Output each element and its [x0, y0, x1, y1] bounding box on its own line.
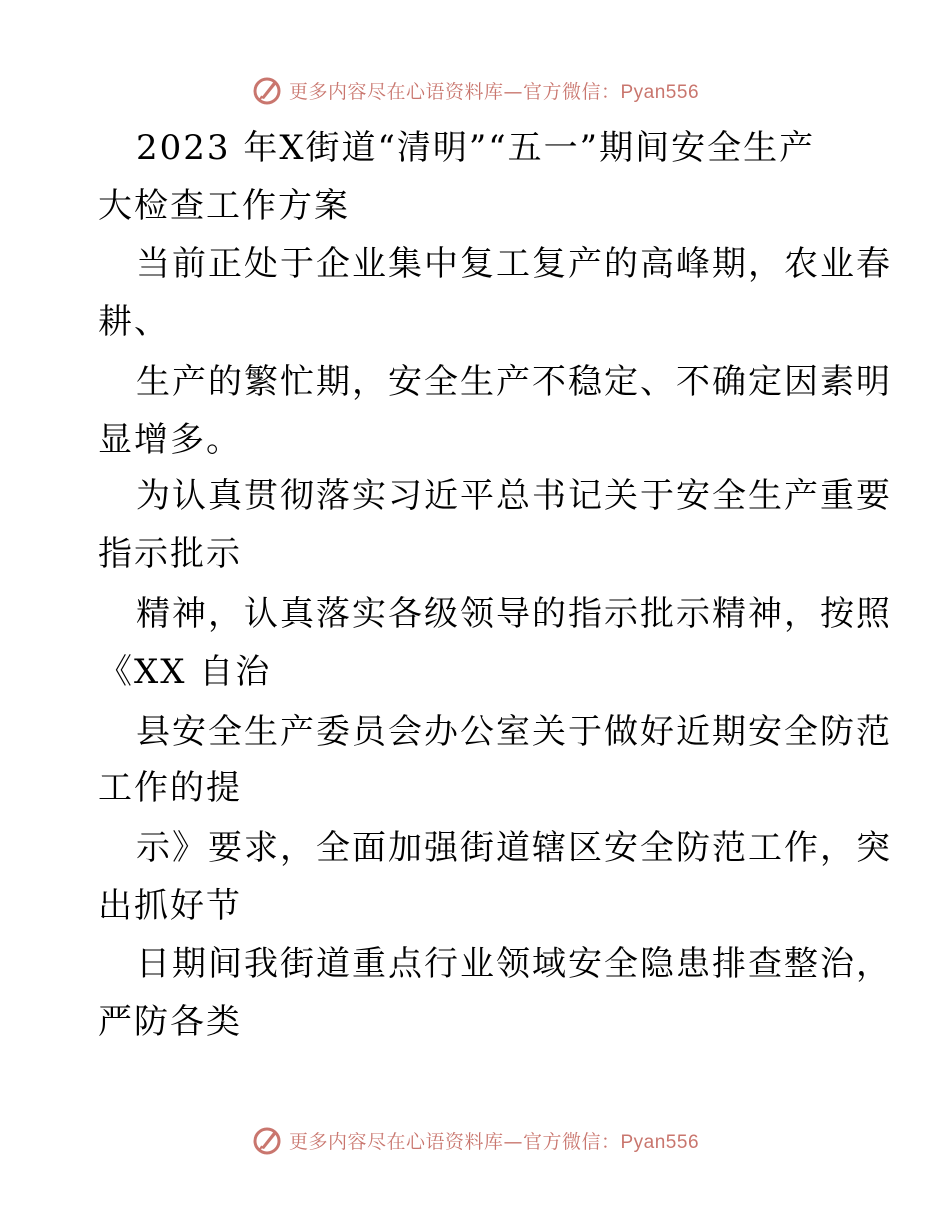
paragraph-line: 工作的提: [98, 768, 242, 808]
paragraph-line: 出抓好节: [98, 886, 242, 926]
paragraph-line: 指示批示: [98, 534, 242, 574]
header-watermark-text: 更多内容尽在心语资料库—官方微信：Pyan556: [288, 80, 700, 103]
paragraph-line: 精神，认真落实各级领导的指示批示精神，按照: [136, 594, 892, 634]
paragraph-line: 日期间我街道重点行业领域安全隐患排查整治，: [136, 944, 892, 984]
paragraph-line: 当前正处于企业集中复工复产的高峰期，农业春: [136, 244, 892, 284]
paragraph-line: 显增多。: [98, 420, 242, 460]
paragraph-line: 为认真贯彻落实习近平总书记关于安全生产重要: [136, 476, 892, 516]
document-title-line-1: 2023 年X街道“清明”“五一”期间安全生产: [136, 128, 816, 168]
footer-watermark-banner: [0, 1120, 950, 1160]
paragraph-line: 县安全生产委员会办公室关于做好近期安全防范: [136, 712, 892, 752]
document-title-line-2: 大检查工作方案: [98, 186, 350, 226]
paragraph-line: 严防各类: [98, 1002, 242, 1042]
paragraph-line: 耕、: [98, 302, 170, 342]
paragraph-line: 示》要求，全面加强街道辖区安全防范工作，突: [136, 828, 892, 868]
quill-logo-icon: [251, 1124, 283, 1156]
paragraph-line: 《XX 自治: [98, 652, 272, 692]
paragraph-line: 生产的繁忙期，安全生产不稳定、不确定因素明: [136, 362, 892, 402]
footer-watermark-text: 更多内容尽在心语资料库—官方微信：Pyan556: [288, 1130, 700, 1153]
